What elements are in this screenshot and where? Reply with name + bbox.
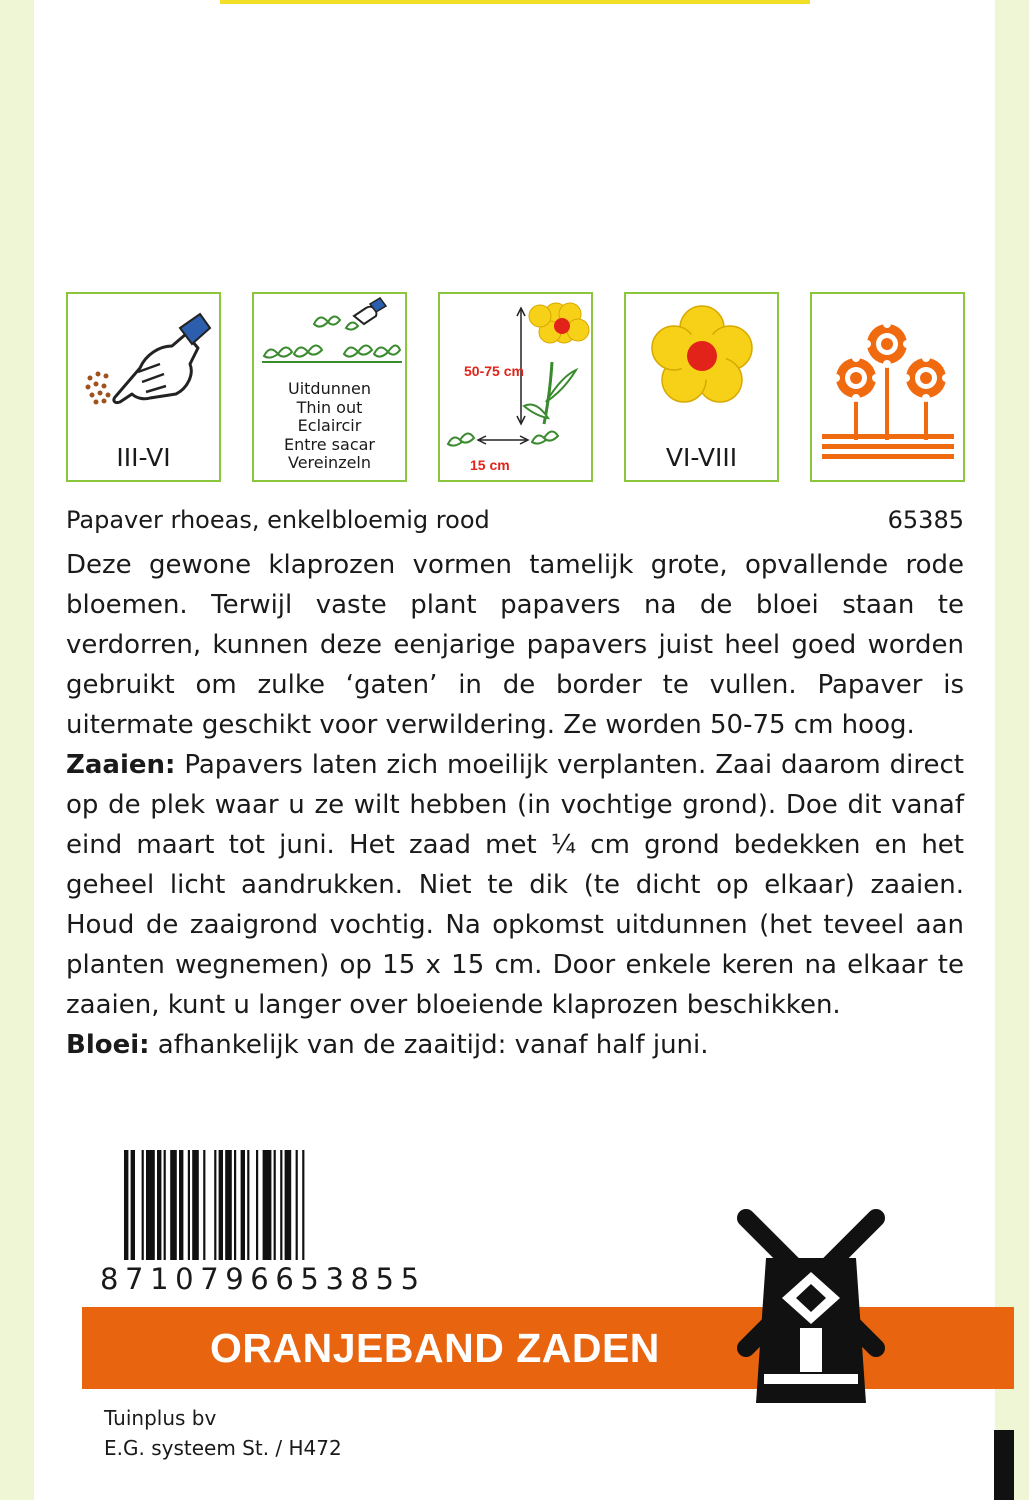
- barcode-bar: [219, 1150, 223, 1260]
- flowerbed-icon: [812, 294, 963, 480]
- flower-icon: [626, 294, 777, 444]
- barcode-bar: [179, 1150, 183, 1260]
- bloom-text: afhankelijk van de zaaitijd: vanaf half juni.: [149, 1030, 709, 1060]
- barcode-bar: [285, 1150, 292, 1260]
- barcode-bar: [247, 1150, 249, 1260]
- barcode-number: 8710796653855: [100, 1262, 426, 1296]
- top-yellow-strip: [220, 0, 810, 4]
- windmill-logo: [726, 1178, 896, 1408]
- barcode-bar: [241, 1150, 245, 1260]
- barcode-bar: [263, 1150, 272, 1260]
- company-name: Tuinplus bv: [104, 1406, 217, 1430]
- barcode-bar: [234, 1150, 236, 1260]
- barcode-bar: [192, 1150, 199, 1260]
- sowing-heading: Zaaien:: [66, 750, 176, 780]
- plant-height-spacing-icon: [440, 294, 591, 480]
- barcode-bar: [157, 1150, 161, 1260]
- thinning-panel: [252, 292, 407, 482]
- barcode-bar: [296, 1150, 298, 1260]
- barcode-bar: [274, 1150, 276, 1260]
- plant-spacing-label: 15 cm: [470, 457, 510, 473]
- bloom-paragraph: [66, 1025, 964, 1065]
- sowing-paragraph: [66, 745, 964, 1025]
- product-title: Papaver rhoeas, enkelbloemig rood: [66, 506, 490, 534]
- flowering-period-label: VI-VIII: [665, 443, 738, 472]
- seedlings-thin-out-icon: [254, 294, 405, 380]
- thin-out-es: Entre sacar: [284, 434, 375, 454]
- brand-name: ORANJEBAND ZADEN: [210, 1325, 660, 1371]
- thin-out-en: Thin out: [296, 397, 363, 417]
- barcode-bar: [214, 1150, 216, 1260]
- certification-standard: E.G. systeem St. / H472: [104, 1436, 342, 1460]
- barcode-bar: [188, 1150, 190, 1260]
- barcode-bar: [146, 1150, 155, 1260]
- sowing-text: Papavers laten zich moeilijk verplanten. Zaai daarom direct op de plek waar u ze wilt hebben (in vochtige grond). Doe dit vanaf eind maart tot juni. Het zaad met ¼ cm grond bedekken en het geheel licht aandrukken. Niet te dik (te dicht op elkaar) zaaien. Houd de zaaigrond vochtig. Na opkomst uitdunnen (het teveel aan planten wegnemen) op 15 x 15 cm. Door enkele keren na elkaar te zaaien, kunt u langer over bloeiende klaprozen beschikken.: [66, 750, 964, 1020]
- height-spacing-panel: [438, 292, 593, 482]
- sowing-panel: [66, 292, 221, 482]
- barcode-bar: [164, 1150, 166, 1260]
- barcode-bar: [280, 1150, 282, 1260]
- bloom-heading: Bloei:: [66, 1030, 150, 1060]
- barcode-bar: [256, 1150, 258, 1260]
- product-description-block: [66, 545, 964, 1065]
- barcode-bar: [124, 1150, 128, 1260]
- barcode-bar: [170, 1150, 177, 1260]
- barcode-bar: [225, 1150, 232, 1260]
- thin-out-fr: Eclaircir: [297, 416, 362, 435]
- plant-height-label: 50-75 cm: [464, 363, 524, 379]
- footer-info: [104, 1403, 342, 1463]
- flowerbed-panel: [810, 292, 965, 482]
- barcode-bar: [203, 1150, 205, 1260]
- thin-out-translations: [254, 380, 405, 473]
- thin-out-de: Vereinzeln: [287, 453, 372, 472]
- thin-out-nl: Uitdunnen: [288, 379, 371, 398]
- description-paragraph: Deze gewone klaprozen vormen tamelijk grote, opvallende rode bloemen. Terwijl vaste plant papavers na de bloei staan te verdorren, kunnen deze eenjarige papavers juist heel goed worden gebruikt om zulke ‘gaten’ in de border te vullen. Papaver is uitermate geschikt voor verwildering. Ze worden 50-75 cm hoog.: [66, 550, 964, 740]
- seed-packet-back: [34, 0, 995, 1500]
- barcode-bar: [131, 1150, 135, 1260]
- product-number: 65385: [887, 506, 964, 534]
- barcode-bar: [302, 1150, 304, 1260]
- instruction-icons: [66, 292, 964, 482]
- barcode-bar: [142, 1150, 144, 1260]
- flowering-panel: [624, 292, 779, 482]
- product-title-row: [66, 506, 964, 540]
- sowing-period-label: III-VI: [116, 443, 171, 472]
- print-mark: [994, 1430, 1014, 1500]
